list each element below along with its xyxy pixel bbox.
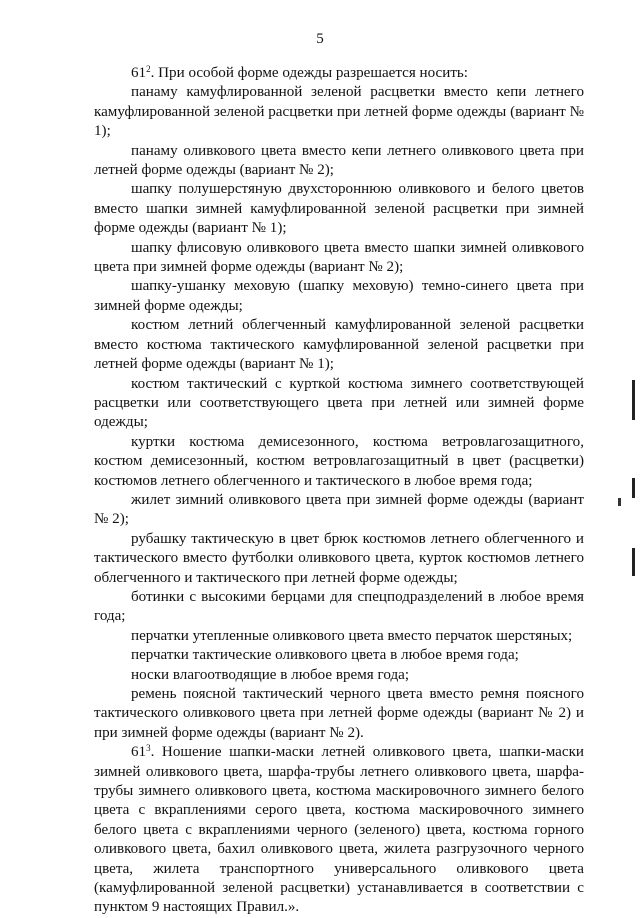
list-item: рубашку тактическую в цвет брюк костюмов летнего облегченного и тактического вместо футболки оливкового цвета, курток костюмов летнего облегченного и тактического при летней форме одежды; (94, 530, 584, 586)
scan-edge-mark (632, 478, 635, 498)
document-body (94, 64, 584, 918)
list-item: шапку флисовую оливкового цвета вместо шапки зимней оливкового цвета при зимней форме одежды (вариант № 2); (94, 239, 584, 276)
list-item: перчатки тактические оливкового цвета в любое время года; (131, 647, 519, 664)
scan-edge-mark (632, 380, 635, 420)
section-number: 61 (131, 65, 147, 81)
list-item: шапку-ушанку меховую (шапку меховую) темно-синего цвета при зимней форме одежды; (94, 278, 584, 314)
section-61-3-paragraph (94, 743, 584, 918)
section-61-2-heading (94, 64, 584, 83)
list-item: носки влагоотводящие в любое время года; (131, 666, 410, 683)
list-item: куртки костюма демисезонного, костюма ветровлагозащитного, костюм демисезонный, костюм ветровлагозащитный в цвет (расцветки) костюмов летнего облегченного и тактического в любое время года; (94, 433, 584, 489)
list-item: жилет зимний оливкового цвета при зимней форме одежды (вариант № 2); (94, 491, 584, 528)
list-item: костюм летний облегченный камуфлированной зеленой расцветки вместо костюма тактического камуфлированной зеленой расцветки при летней форме одежды (вариант № 1); (94, 317, 584, 373)
list-item: панаму камуфлированной зеленой расцветки вместо кепи летнего камуфлированной зеленой расцветки при летней форме одежды (вариант № 1); (94, 84, 584, 140)
list-item: ботинки с высокими берцами для спецподразделений в любое время года; (94, 588, 584, 625)
section-superscript: 3 (146, 743, 151, 754)
section-text: . Ношение шапки-маски летней оливкового цвета, шапки-маски зимней оливкового цвета, шарфа-трубы летнего оливкового цвета, шарфа-трубы зимнего оливкового цвета, костюма маскировочного зимнего белого цвета с вкраплениями серого цвета, костюма маскировочного зимнего белого цвета с вкраплениями черного (зеленого) цвета, костюма горного оливкового цвета, бахил оливкового цвета, жилета разгрузочного черного цвета, жилета транспортного универсального оливкового цвета (камуфлированной зеленой расцветки) устанавливается в соответствии с пунктом 9 настоящих Правил.». (94, 744, 584, 916)
list-item: шапку полушерстяную двухстороннюю оливкового и белого цветов вместо шапки зимней камуфлированной зеленой расцветки при зимней форме одежды (вариант № 1); (94, 181, 584, 237)
list-item: панаму оливкового цвета вместо кепи летнего оливкового цвета при летней форме одежды (вариант № 2); (94, 142, 584, 179)
scan-artifact-mark (618, 498, 621, 506)
list-item: костюм тактический с курткой костюма зимнего соответствующей расцветки или соответствующего цвета при летней или зимней форме одежды; (94, 375, 584, 431)
scan-edge-mark (632, 548, 635, 576)
list-item: ремень поясной тактический черного цвета вместо ремня поясного тактического оливкового цвета при летней форме одежды (вариант № 2) и при зимней форме одежды (вариант № 2). (94, 686, 584, 741)
section-text: . При особой форме одежды разрешается носить: (150, 65, 468, 81)
section-superscript: 2 (146, 64, 151, 74)
page-number: 5 (316, 31, 324, 47)
section-number: 61 (131, 744, 147, 761)
list-item: перчатки утепленные оливкового цвета вместо перчаток шерстяных; (131, 627, 573, 644)
